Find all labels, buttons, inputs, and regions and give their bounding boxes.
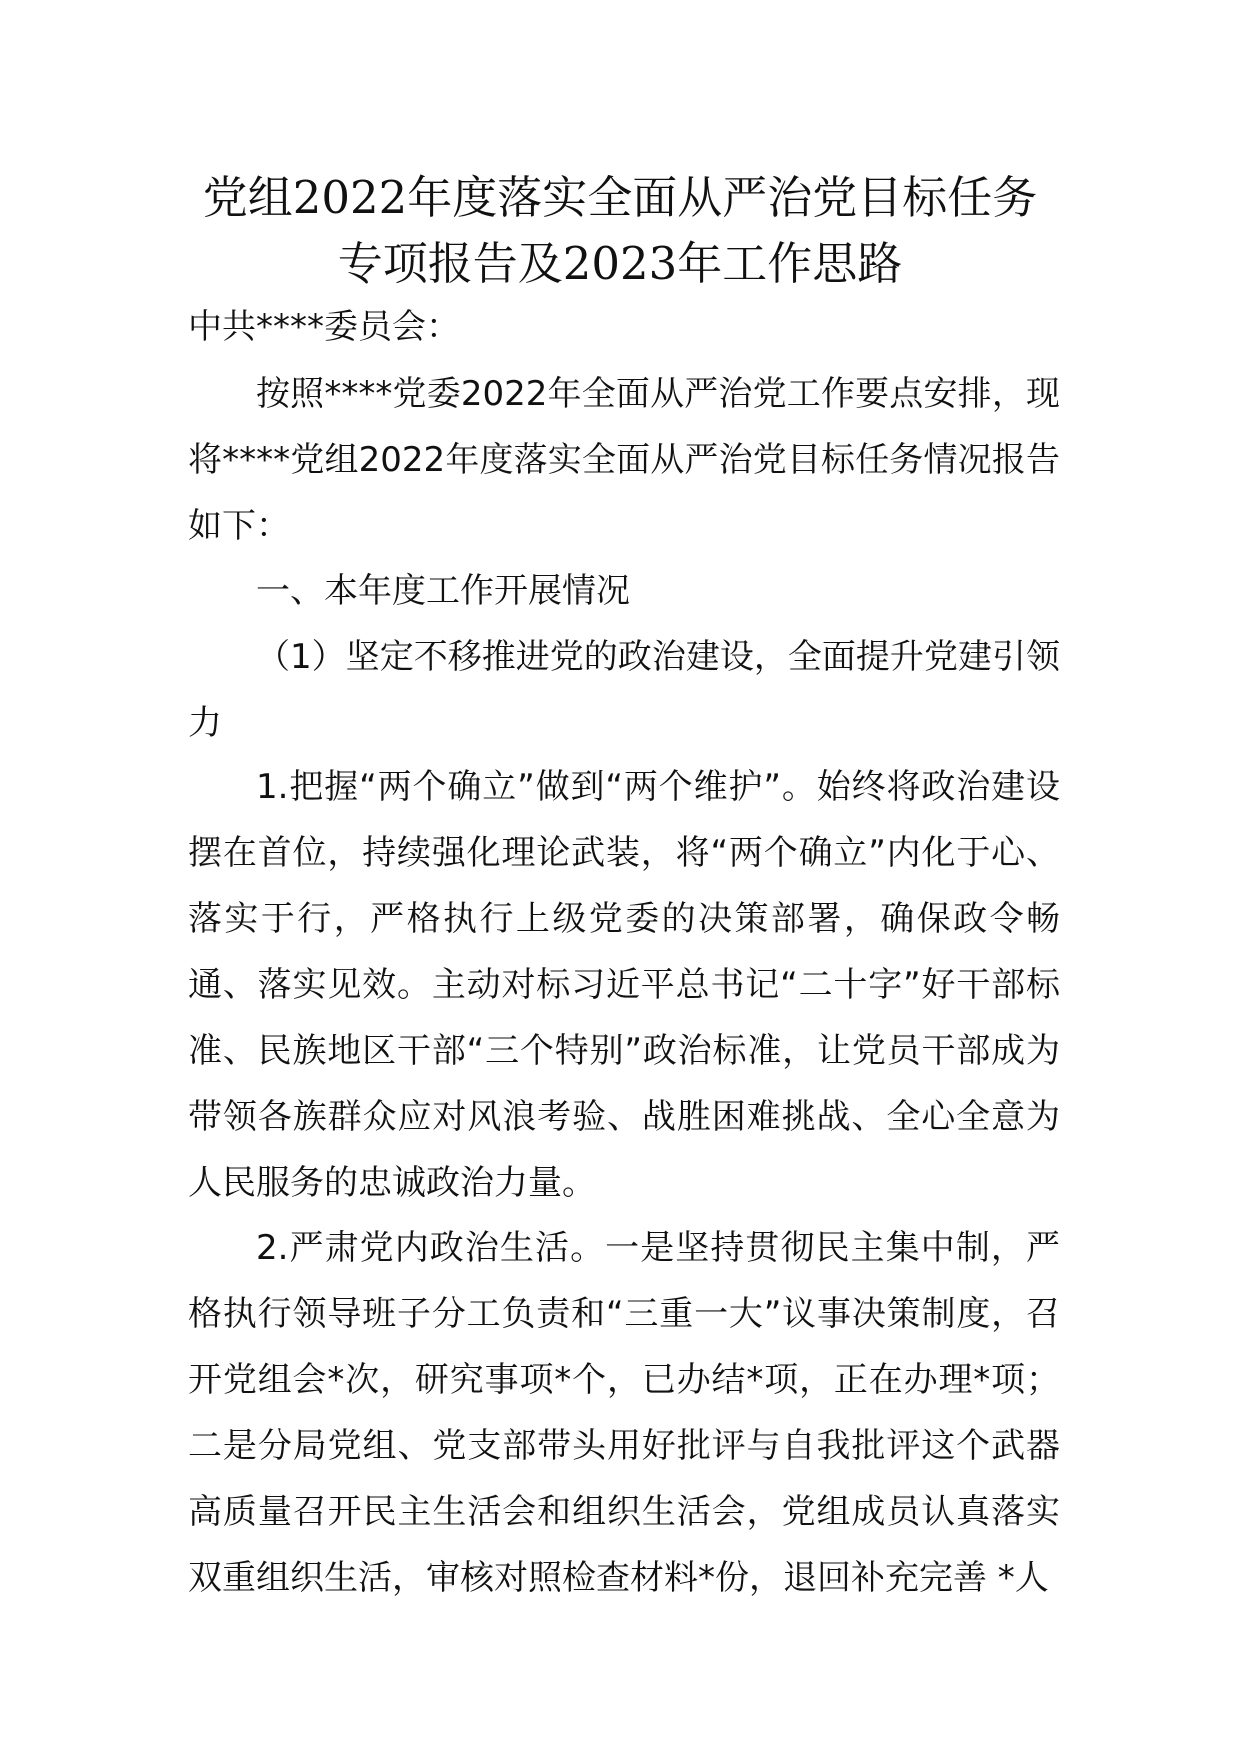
item-paragraph-1: 1.把握“两个确立”做到“两个维护”。始终将政治建设摆在首位，持续强化理论武装，将“两个确立”内化于心、落实于行，严格执行上级党委的决策部署，确保政令畅通、落实见效。主动对标习近平总书记“二十字”好干部标准、民族地区干部“三个特别”政治标准，让党员干部成为带领各族群众应对风浪考验、战胜困难挑战、全心全意为人民服务的忠诚政治力量。 bbox=[188, 767, 1060, 1203]
item-paragraph-2: 2.严肃党内政治生活。一是坚持贯彻民主集中制，严格执行领导班子分工负责和“三重一大”议事决策制度，召开党组会*次，研究事项*个，已办结*项，正在办理*项；二是分局党组、党支部带头用好批评与自我批评这个武器高质量召开民主生活会和组织生活会，党组成员认真落实双重组织生活，审核对照检查材料*份，退回补充完善 *人 bbox=[188, 1228, 1060, 1598]
salutation: 中共****委员会： bbox=[188, 307, 460, 347]
subsection-heading-1: （1）坚定不移推进党的政治建设，全面提升党建引领力 bbox=[188, 637, 1060, 743]
section-heading-1: 一、本年度工作开展情况 bbox=[256, 571, 630, 611]
document-title-line-2: 专项报告及2023年工作思路 bbox=[337, 237, 903, 290]
document-title-line-1: 党组2022年度落实全面从严治党目标任务 bbox=[202, 171, 1038, 224]
intro-paragraph: 按照****党委2022年全面从严治党工作要点安排，现将****党组2022年度落实全面从严治党目标任务情况报告如下： bbox=[188, 374, 1060, 546]
